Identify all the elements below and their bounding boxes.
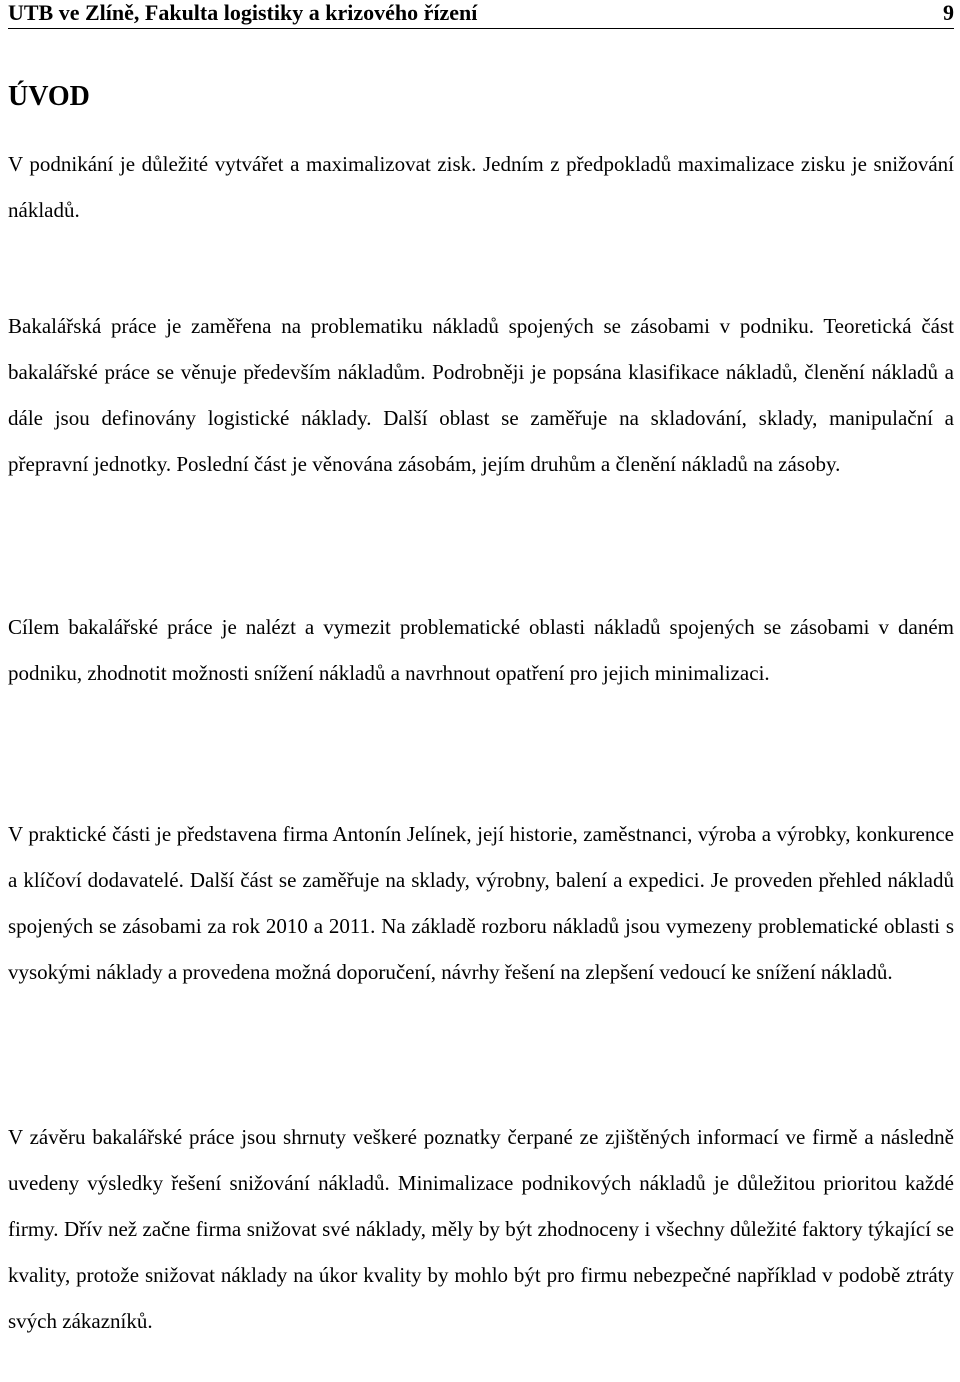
header-institution: UTB ve Zlíně, Fakulta logistiky a krizového řízení — [8, 0, 478, 25]
page-number: 9 — [943, 0, 954, 25]
running-header — [8, 0, 954, 29]
paragraph-intro: V podnikání je důležité vytvářet a maximalizovat zisk. Jedním z předpokladů maximalizace zisku je snižování nákladů. — [8, 152, 954, 222]
paragraph-practical-part: V praktické části je představena firma Antonín Jelínek, její historie, zaměstnanci, výroba a výrobky, konkurence a klíčoví dodavatelé. Další část se zaměřuje na sklady, výrobny, balení a expedici. Je proveden přehled nákladů spojených se zásobami za rok 2010 a 2011. Na základě rozboru nákladů jsou vymezeny problematické oblasti s vysokými náklady a provedena možná doporučení, návrhy řešení na zlepšení vedoucí ke snížení nákladů. — [8, 822, 954, 984]
paragraph-thesis-focus: Bakalářská práce je zaměřena na problematiku nákladů spojených se zásobami v podniku. Teoretická část bakalářské práce se věnuje především nákladům. Podrobněji je popsána klasifikace nákladů, členění nákladů a dále jsou definovány logistické náklady. Další oblast se zaměřuje na skladování, sklady, manipulační a přepravní jednotky. Poslední část je věnována zásobám, jejím druhům a členění nákladů na zásoby. — [8, 314, 954, 476]
paragraph-thesis-goal: Cílem bakalářské práce je nalézt a vymezit problematické oblasti nákladů spojených se zásobami v daném podniku, zhodnotit možnosti snížení nákladů a navrhnout opatření pro jejich minimalizaci. — [8, 615, 954, 685]
section-title: ÚVOD — [8, 81, 90, 112]
paragraph-conclusion: V závěru bakalářské práce jsou shrnuty veškeré poznatky čerpané ze zjištěných informací ve firmě a následně uvedeny výsledky řešení snižování nákladů. Minimalizace podnikových nákladů je důležitou prioritou každé firmy. Dřív než začne firma snižovat své náklady, měly by být zhodnoceny i všechny důležité faktory týkající se kvality, protože snižovat náklady na úkor kvality by mohlo být pro firmu nebezpečné například v podobě ztráty svých zákazníků. — [8, 1125, 954, 1333]
